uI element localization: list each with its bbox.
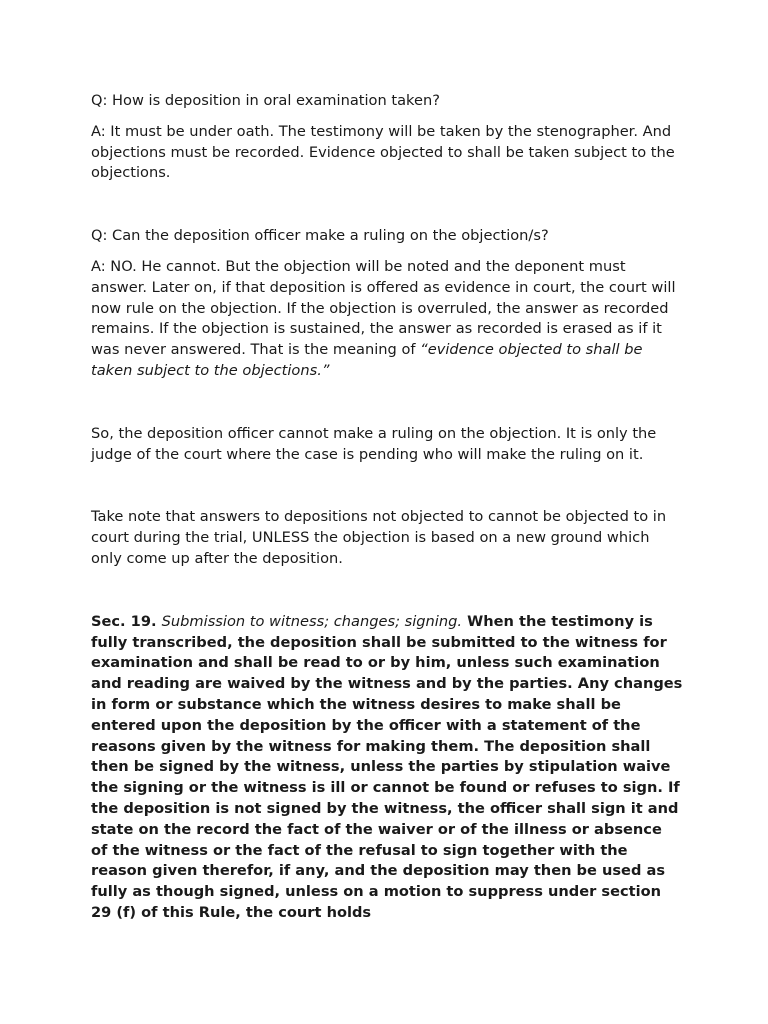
section-title: Submission to witness; changes; signing. xyxy=(161,612,463,630)
paragraph-take-note: Take note that answers to depositions not objected to cannot be objected to in court during the trial, UNLESS the objection is based on a new ground which only come up after the deposition. xyxy=(91,508,667,567)
section-19 xyxy=(91,612,683,924)
section-number: Sec. 19. xyxy=(91,612,157,630)
answer-oral-examination: A: It must be under oath. The testimony will be taken by the stenographer. And objections must be recorded. Evidence objected to shall be taken subject to the objections. xyxy=(91,122,675,182)
question-oral-examination: Q: How is deposition in oral examination taken? xyxy=(91,92,440,109)
answer-quote: “evidence objected to shall be taken subject to the objections.” xyxy=(91,341,643,379)
answer-text: A: NO. He cannot. But the objection will be noted and the deponent must answer. Later on, if that deposition is offered as evidence in court, the court will now rule on the objection. If the objection is overruled, the answer as recorded remains. If the objection is sustained, the answer as recorded is erased as if it was never answered. That is the meaning of xyxy=(91,257,676,359)
document-page xyxy=(91,91,683,924)
question-deposition-officer-ruling: Q: Can the deposition officer make a ruling on the objection/s? xyxy=(91,227,549,245)
answer-deposition-officer-ruling xyxy=(91,257,683,382)
paragraph-judge-rules: So, the deposition officer cannot make a ruling on the objection. It is only the judge of the court where the case is pending who will make the ruling on it. xyxy=(91,424,657,463)
section-body: When the testimony is fully transcribed, the deposition shall be submitted to the witness for examination and shall be read to or by him, unless such examination and reading are waived by the witness and by the parties. Any changes in form or substance which the witness desires to make shall be entered upon the deposition by the officer with a statement of the reasons given by the witness for making them. The deposition shall then be signed by the witness, unless the parties by stipulation waive the signing or the witness is ill or cannot be found or refuses to sign. If the deposition is not signed by the witness, the officer shall sign it and state on the record the fact of the waiver or of the illness or absence of the witness or the fact of the refusal to sign together with the reason given therefor, if any, and the deposition may then be used as fully as though signed, unless on a motion to suppress under section 29 (f) of this Rule, the court holds xyxy=(91,612,683,921)
